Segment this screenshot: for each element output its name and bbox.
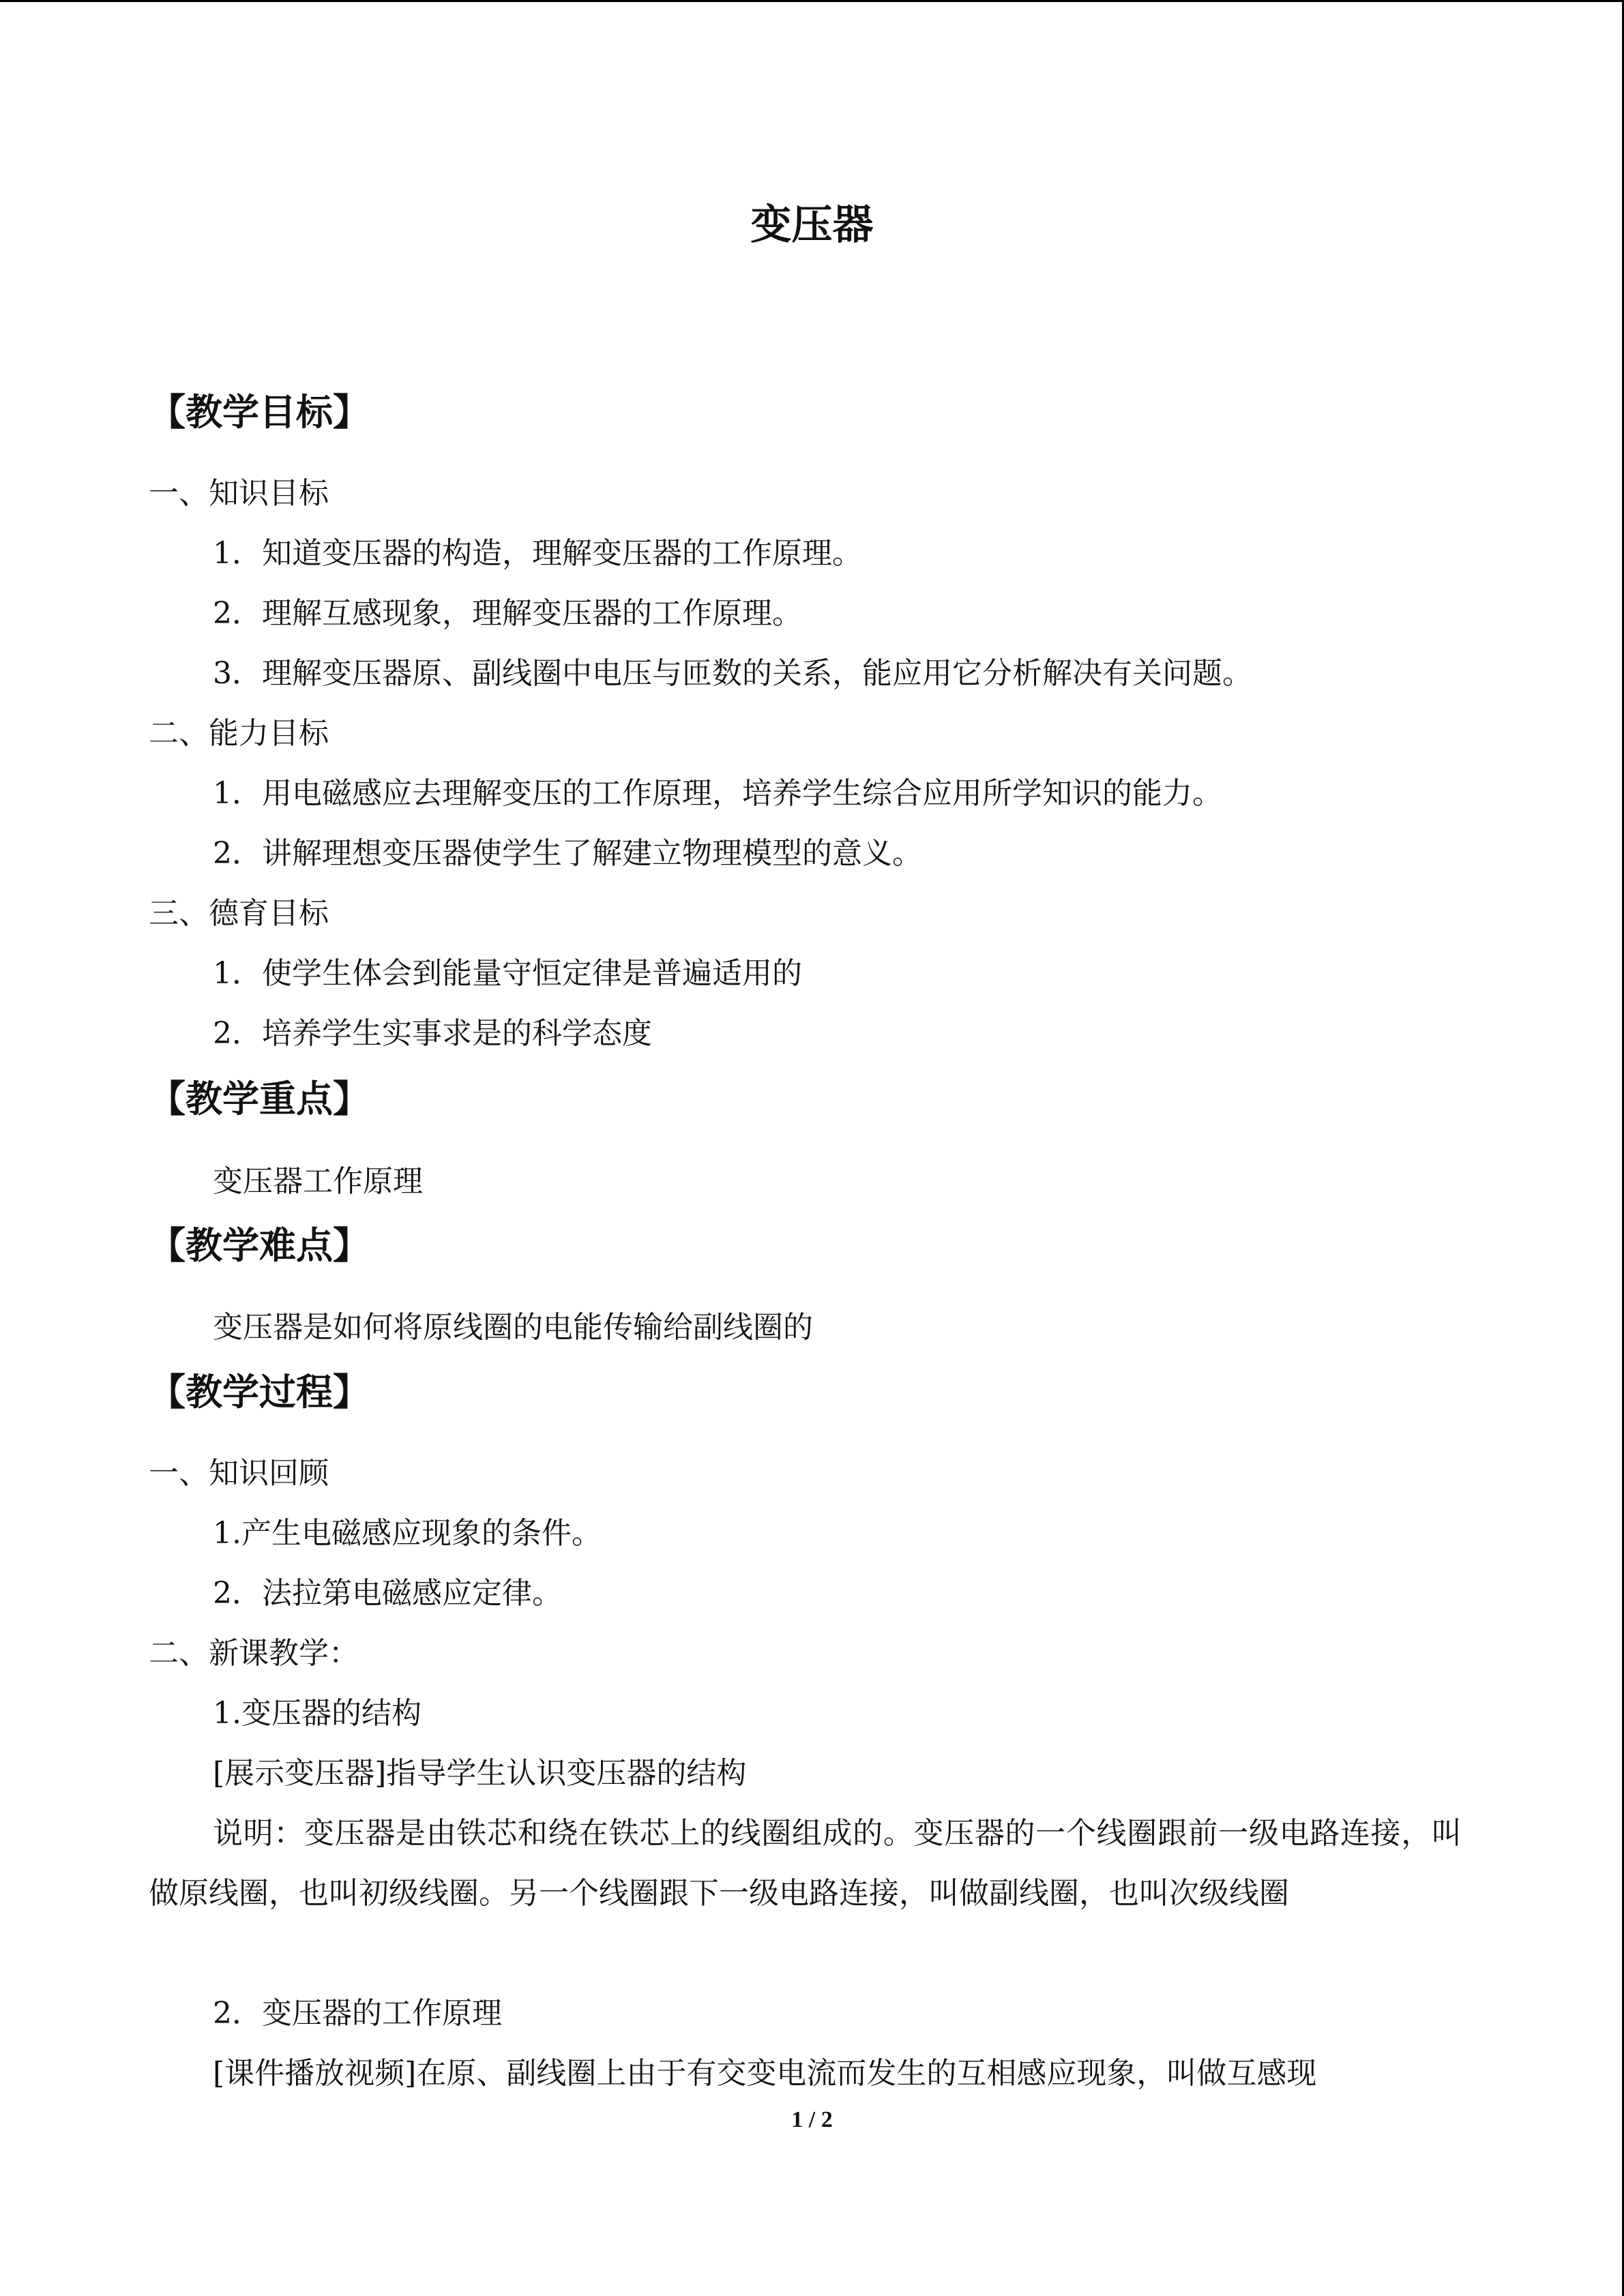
heading-difficulty: 【教学难点】 <box>149 1224 370 1267</box>
difficulty-text: 变压器是如何将原线圈的电能传输给副线圈的 <box>213 1310 813 1345</box>
page-top-border <box>0 0 1624 2</box>
knowledge-item-2: 2．理解互感现象，理解变压器的工作原理。 <box>213 596 802 631</box>
structure-demo: [展示变压器]指导学生认识变压器的结构 <box>213 1756 747 1791</box>
knowledge-item-1: 1．知道变压器的构造，理解变压器的工作原理。 <box>213 536 862 571</box>
structure-title: 1.变压器的结构 <box>213 1696 422 1731</box>
knowledge-objectives-label: 一、知识目标 <box>149 476 329 511</box>
structure-note-paragraph: 说明：变压器是由铁芯和绕在铁芯上的线圈组成的。变压器的一个线圈跟前一级电路连接，叫做原线圈，也叫初级线圈。另一个线圈跟下一级电路连接，叫做副线圈，也叫次级线圈 <box>149 1816 1462 1911</box>
ability-item-2: 2．讲解理想变压器使学生了解建立物理模型的意义。 <box>213 836 922 871</box>
document-title: 变压器 <box>750 201 874 249</box>
ability-item-1: 1．用电磁感应去理解变压的工作原理，培养学生综合应用所学知识的能力。 <box>213 776 1222 811</box>
new-lesson-label: 二、新课教学： <box>149 1636 359 1671</box>
review-label: 一、知识回顾 <box>149 1456 329 1491</box>
moral-item-2: 2．培养学生实事求是的科学态度 <box>213 1016 652 1051</box>
review-item-1: 1.产生电磁感应现象的条件。 <box>213 1516 602 1551</box>
principle-text: [课件播放视频]在原、副线圈上由于有交变电流而发生的互相感应现象，叫做互感现 <box>213 2056 1317 2091</box>
review-item-2: 2．法拉第电磁感应定律。 <box>213 1576 562 1611</box>
heading-key-point: 【教学重点】 <box>149 1077 370 1120</box>
key-point-text: 变压器工作原理 <box>213 1164 423 1199</box>
principle-title: 2．变压器的工作原理 <box>213 1996 502 2031</box>
moral-objectives-label: 三、德育目标 <box>149 896 329 931</box>
moral-item-1: 1．使学生体会到能量守恒定律是普遍适用的 <box>213 956 802 991</box>
heading-process: 【教学过程】 <box>149 1371 370 1414</box>
heading-objectives: 【教学目标】 <box>149 391 370 434</box>
page-indicator: 1 / 2 <box>791 2107 833 2132</box>
knowledge-item-3: 3．理解变压器原、副线圈中电压与匝数的关系，能应用它分析解决有关问题。 <box>213 656 1252 691</box>
ability-objectives-label: 二、能力目标 <box>149 716 329 751</box>
